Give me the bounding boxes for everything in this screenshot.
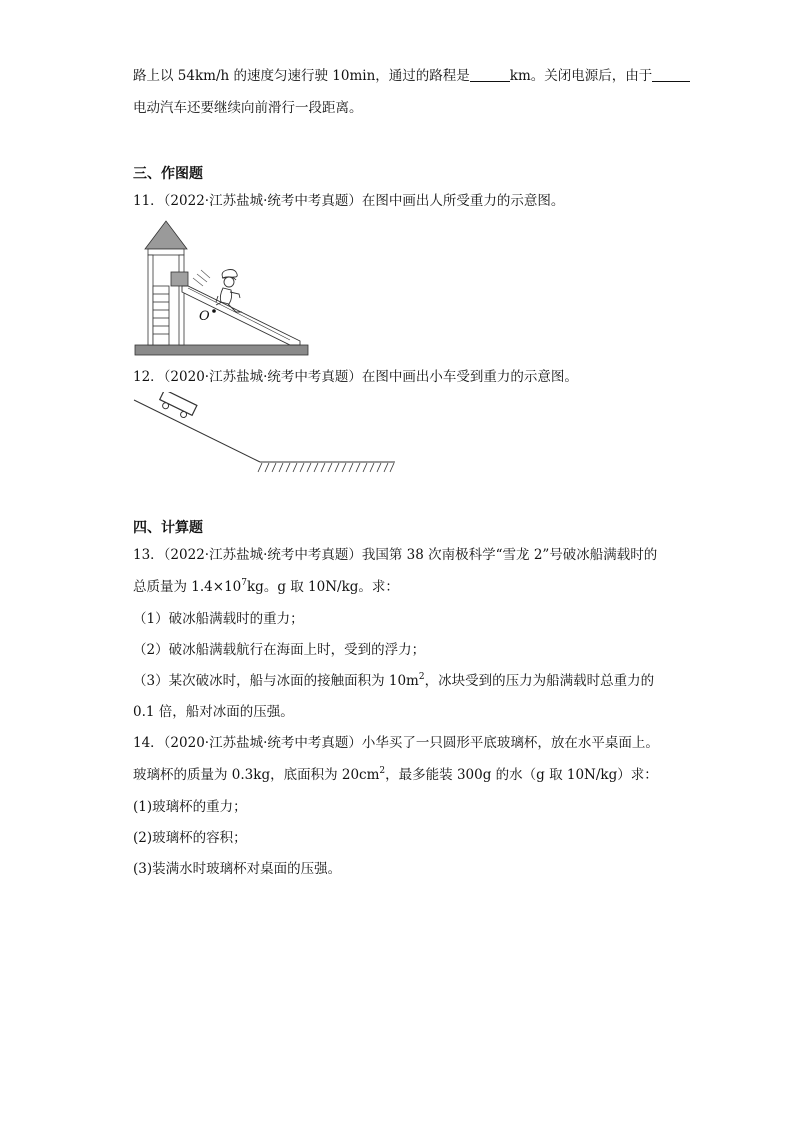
q13-part-3-cont: 0.1 倍，船对冰面的压强。 [133, 704, 294, 720]
q10-line-1: 路上以 54km/h 的速度匀速行驶 10min，通过的路程是 km。关闭电源后，由于 [133, 67, 690, 85]
section-4-title: 四、计算题 [133, 520, 203, 536]
q14-part-2: (2)玻璃杯的容积； [133, 830, 247, 846]
q10-blank-distance[interactable] [470, 67, 510, 82]
tower-post-left [148, 255, 153, 345]
q14-line-1: 14．（2020·江苏盐城·统考中考真题）小华买了一只圆形平底玻璃杯，放在水平桌面上。 [133, 735, 659, 751]
ground-base [135, 345, 308, 355]
q10-blank-reason[interactable] [652, 67, 690, 82]
q10-line-2: 电动汽车还要继续向前滑行一段距离。 [133, 100, 363, 116]
q11-stem: 11．（2022·江苏盐城·统考中考真题）在图中画出人所受重力的示意图。 [133, 193, 565, 209]
ladder [153, 286, 169, 345]
incline-surface [134, 400, 260, 462]
q11-slide-figure [130, 216, 315, 358]
center-of-gravity-point [212, 309, 216, 313]
q13-part-2: （2）破冰船满载航行在海面上时，受到的浮力； [133, 642, 426, 658]
tower-post-right [179, 255, 184, 345]
tower-eave [148, 249, 184, 255]
q12-stem: 12．（2020·江苏盐城·统考中考真题）在图中画出小车受到重力的示意图。 [133, 369, 578, 385]
ground-hatching [258, 463, 394, 472]
tower-roof [145, 221, 187, 249]
q14-part-3: (3)装满水时玻璃杯对桌面的压强。 [133, 861, 342, 877]
q13-line-2: 总质量为 $1.4\times 10^7kg$。g 取 10N/kg。求： [133, 578, 399, 595]
q12-slope-figure [130, 392, 400, 476]
section-3-title: 三、作图题 [133, 166, 203, 182]
q14-part-1: (1)玻璃杯的重力； [133, 799, 247, 815]
q13-part-3: （3）某次破冰时，船与冰面的接触面积为 $10m^2$，冰块受到的压力为船满载时总重力的 [133, 672, 655, 689]
platform-block [171, 272, 188, 286]
q14-line-2: 玻璃杯的质量为 0.3kg，底面积为 $20cm^2$，最多能装 300g 的水（g 取 10N/kg）求： [133, 766, 658, 783]
point-o-label: O [199, 309, 210, 324]
cart [157, 392, 197, 421]
q13-part-1: （1）破冰船满载时的重力； [133, 611, 304, 627]
q13-line-1: 13．（2022·江苏盐城·统考中考真题）我国第 38 次南极科学“雪龙 2”号破冰船满载时的 [133, 547, 658, 563]
